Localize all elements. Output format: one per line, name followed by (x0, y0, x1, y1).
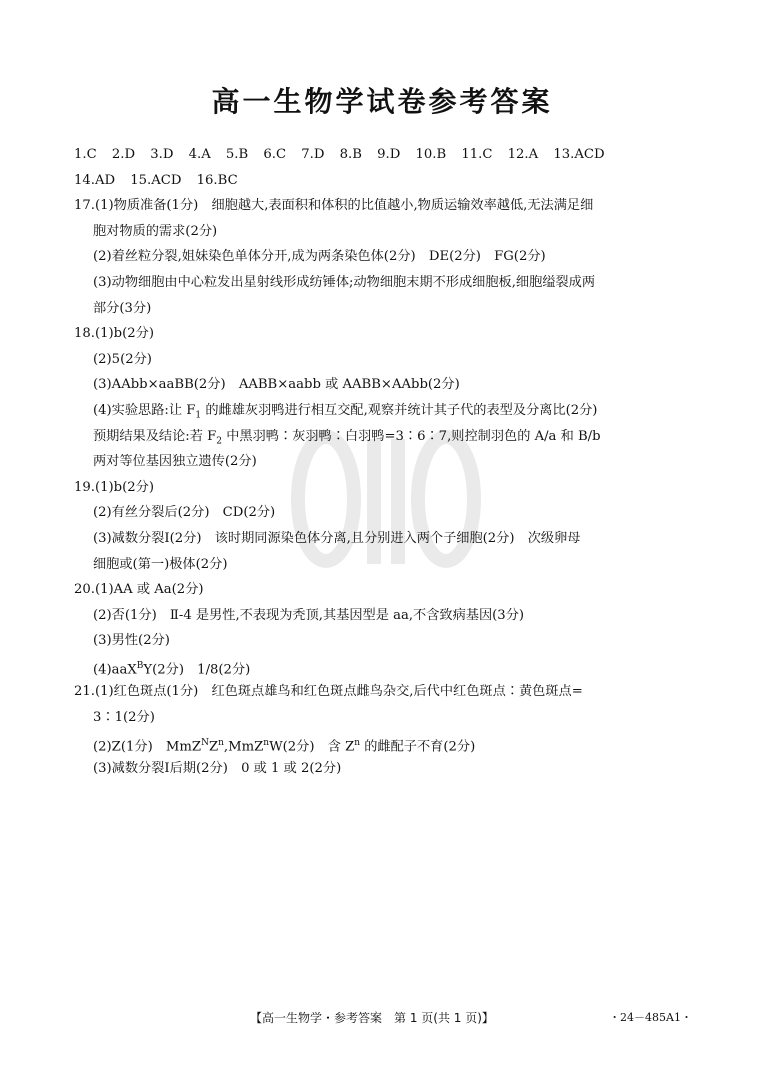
q21-line: 21.(1)红色斑点(1分) 红色斑点雄鸟和红色斑点雌鸟杂交,后代中红色斑点∶黄色斑点= (74, 684, 583, 700)
mcq-answer: 6.C (263, 147, 287, 162)
q21-line: 3∶1(2分) (93, 710, 155, 726)
mcq-answer: 14.AD (74, 172, 116, 188)
q20-line: 20.(1)AA 或 Aa(2分) (74, 582, 204, 598)
q18-line: 两对等位基因独立遗传(2分) (93, 454, 257, 470)
answer-content (74, 142, 696, 782)
mcq-answer: 2.D (111, 147, 136, 162)
q21-line (74, 731, 696, 757)
q20-line (74, 654, 696, 680)
footer-page-info: 【高一生物学・参考答案 第 1 页(共 1 页)】 (250, 1011, 494, 1025)
q18-text: 中黑羽鸭∶灰羽鸭∶白羽鸭=3∶6∶7,则控制羽色的 A/a 和 B/b (222, 428, 601, 444)
q17-line: (2)着丝粒分裂,姐妹染色单体分开,成为两条染色体(2分) DE(2分) FG(2分) (93, 249, 546, 265)
mcq-answer: 11.C (461, 147, 493, 162)
q17-line: 17.(1)物质准备(1分) 细胞越大,表面积和体积的比值越小,物质运输效率越低,无法满足细 (74, 198, 594, 214)
superscript: n (354, 737, 361, 748)
superscript: B (136, 660, 144, 671)
superscript: N (201, 737, 209, 748)
subscript: 2 (216, 436, 223, 447)
q18-line: (3)AAbb×aaBB(2分) AABB×aabb 或 AABB×AAbb(2分) (93, 377, 460, 393)
mcq-answer: 7.D (301, 147, 325, 162)
q17-line: (3)动物细胞由中心粒发出星射线形成纺锤体;动物细胞末期不形成细胞板,细胞缢裂成两 (93, 274, 596, 290)
q20-text: (4)aaX (93, 662, 137, 678)
mcq-answer: 12.A (507, 147, 539, 162)
q19-line: 19.(1)b(2分) (74, 479, 154, 495)
q18-line: 18.(1)b(2分) (74, 326, 154, 342)
footer-code: ・24－485A1・ (609, 1011, 692, 1024)
superscript: n (218, 737, 224, 748)
q21-text: 的雌配子不育(2分) (360, 739, 476, 755)
q21-text: W(2分) 含 Z (269, 739, 355, 755)
q21-line: (3)减数分裂Ⅰ后期(2分) 0 或 1 或 2(2分) (93, 761, 342, 777)
mcq-answer: 10.B (415, 147, 447, 162)
q18-text: 预期结果及结论:若 F (93, 428, 217, 444)
mcq-answer: 1.C (74, 147, 97, 162)
q19-line: (3)减数分裂Ⅰ(2分) 该时期同源染色体分离,且分别进入两个子细胞(2分) 次级卵母 (93, 530, 581, 546)
mcq-answers-row-2 (74, 168, 696, 194)
q20-text: Y(2分) 1/8(2分) (143, 662, 251, 678)
q17-line: 部分(3分) (93, 300, 152, 316)
mcq-answer: 13.ACD (553, 147, 605, 162)
q18-line: (2)5(2分) (93, 351, 152, 367)
q19-line: (2)有丝分裂后(2分) CD(2分) (93, 505, 276, 521)
q21-text: Z (208, 739, 219, 755)
q18-line (74, 424, 696, 450)
mcq-answers-row-1 (74, 142, 696, 168)
mcq-answer: 5.B (225, 147, 249, 162)
q20-line: (3)男性(2分) (93, 633, 170, 649)
q18-text: 的雌雄灰羽鸭进行相互交配,观察并统计其子代的表型及分离比(2分) (201, 402, 598, 418)
q20-line: (2)否(1分) Ⅱ-4 是男性,不表现为秃顶,其基因型是 aa,不含致病基因(3分) (93, 607, 525, 623)
subscript: 1 (195, 410, 202, 421)
q19-line: 细胞或(第一)极体(2分) (93, 556, 228, 572)
q21-text: ,MmZ (223, 739, 264, 755)
mcq-answer: 15.ACD (130, 172, 182, 188)
mcq-answer: 4.A (188, 147, 211, 162)
q21-text: (2)Z(1分) MmZ (93, 739, 202, 755)
q17-line: 胞对物质的需求(2分) (93, 223, 218, 239)
mcq-answer: 3.D (150, 147, 174, 162)
page-title: 高一生物学试卷参考答案 (211, 85, 553, 118)
mcq-answer: 16.BC (196, 172, 238, 188)
mcq-answer: 8.B (339, 147, 362, 162)
mcq-answer: 9.D (377, 147, 401, 162)
superscript: n (263, 737, 270, 748)
q18-line (74, 398, 696, 424)
q18-text: (4)实验思路:让 F (93, 402, 196, 418)
